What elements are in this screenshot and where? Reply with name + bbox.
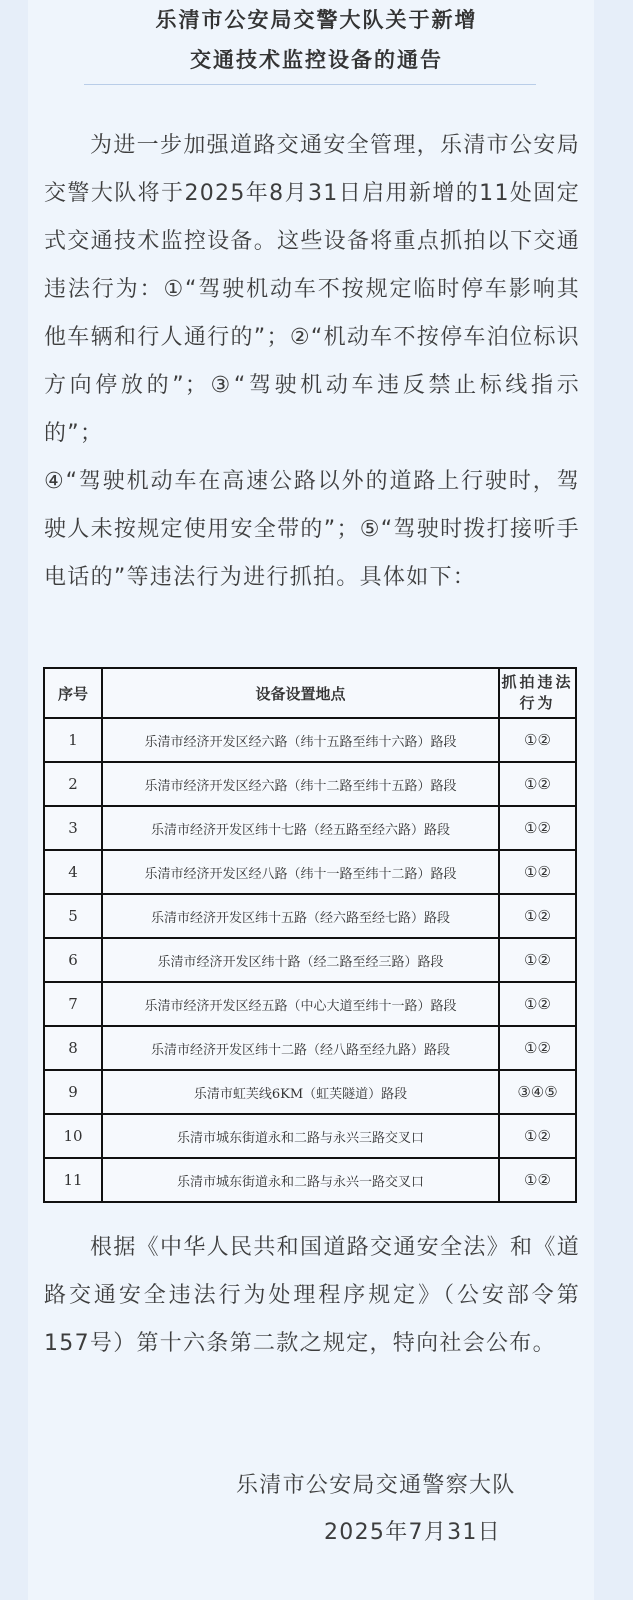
- legal-basis-text: 根据《中华人民共和国道路交通安全法》和《道路交通安全违法行为处理程序规定》（公安部令第157号）第十六条第二款之规定，特向社会公布。: [44, 1235, 580, 1356]
- header-no: 序号: [44, 668, 102, 718]
- table-row: [44, 938, 576, 982]
- row-location: 乐清市经济开发区经八路（纬十一路至纬十二路）路段: [102, 850, 499, 894]
- intro-paragraph: 为进一步加强道路交通安全管理，乐清市公安局交警大队将于2025年8月31日启用新增的11处固定式交通技术监控设备。这些设备将重点抓拍以下交通违法行为：①“驾驶机动车不按规定临时停车影响其他车辆和行人通行的”；②“机动车不按停车泊位标识方向停放的”；③“驾驶机动车违反禁止标线指示的”；: [44, 133, 580, 446]
- table-row: [44, 1026, 576, 1070]
- table-row: [44, 982, 576, 1026]
- row-location: 乐清市虹芙线6KM（虹芙隧道）路段: [102, 1070, 499, 1114]
- table-row: [44, 1114, 576, 1158]
- row-location: 乐清市城东街道永和二路与永兴一路交叉口: [102, 1158, 499, 1202]
- row-behaviors: ①②: [499, 1026, 576, 1070]
- row-number: 8: [44, 1026, 102, 1070]
- signature-org: 乐清市公安局交通警察大队: [236, 1473, 516, 1498]
- row-behaviors: ③④⑤: [499, 1070, 576, 1114]
- row-location: 乐清市经济开发区经六路（纬十二路至纬十五路）路段: [102, 762, 499, 806]
- row-number: 9: [44, 1070, 102, 1114]
- signature-date: 2025年7月31日: [324, 1520, 501, 1545]
- row-behaviors: ①②: [499, 850, 576, 894]
- table-row: [44, 762, 576, 806]
- row-number: 7: [44, 982, 102, 1026]
- row-number: 4: [44, 850, 102, 894]
- row-number: 6: [44, 938, 102, 982]
- row-location: 乐清市经济开发区经六路（纬十五路至纬十六路）路段: [102, 718, 499, 762]
- row-number: 10: [44, 1114, 102, 1158]
- row-location: 乐清市经济开发区经五路（中心大道至纬十一路）路段: [102, 982, 499, 1026]
- row-number: 3: [44, 806, 102, 850]
- row-number: 1: [44, 718, 102, 762]
- row-location: 乐清市经济开发区纬十五路（经六路至经七路）路段: [102, 894, 499, 938]
- row-location: 乐清市经济开发区纬十二路（经八路至经九路）路段: [102, 1026, 499, 1070]
- row-number: 5: [44, 894, 102, 938]
- row-behaviors: ①②: [499, 894, 576, 938]
- row-behaviors: ①②: [499, 982, 576, 1026]
- table-row: [44, 1158, 576, 1202]
- notice-title-line1: 乐清市公安局交警大队关于新增: [155, 8, 478, 32]
- table-row: [44, 850, 576, 894]
- table-header-row: [44, 668, 576, 718]
- title-divider: [84, 84, 536, 85]
- header-behaviors: 抓拍违法行为: [499, 668, 576, 718]
- row-behaviors: ①②: [499, 762, 576, 806]
- row-behaviors: ①②: [499, 938, 576, 982]
- row-location: 乐清市城东街道永和二路与永兴三路交叉口: [102, 1114, 499, 1158]
- table-row: [44, 894, 576, 938]
- row-behaviors: ①②: [499, 718, 576, 762]
- header-location: 设备设置地点: [102, 668, 499, 718]
- table-row: [44, 1070, 576, 1114]
- intro-paragraph-continued: ④“驾驶机动车在高速公路以外的道路上行驶时，驾驶人未按规定使用安全带的”；⑤“驾驶时拨打接听手电话的”等违法行为进行抓拍。具体如下：: [44, 469, 580, 590]
- row-location: 乐清市经济开发区纬十路（经二路至经三路）路段: [102, 938, 499, 982]
- row-number: 11: [44, 1158, 102, 1202]
- row-behaviors: ①②: [499, 1158, 576, 1202]
- notice-title-line2: 交通技术监控设备的通告: [190, 48, 443, 72]
- row-behaviors: ①②: [499, 1114, 576, 1158]
- row-number: 2: [44, 762, 102, 806]
- device-table: [43, 667, 577, 1203]
- table-body: [44, 718, 576, 1202]
- table-row: [44, 806, 576, 850]
- intro-text: [44, 122, 580, 602]
- table-row: [44, 718, 576, 762]
- row-behaviors: ①②: [499, 806, 576, 850]
- row-location: 乐清市经济开发区纬十七路（经五路至经六路）路段: [102, 806, 499, 850]
